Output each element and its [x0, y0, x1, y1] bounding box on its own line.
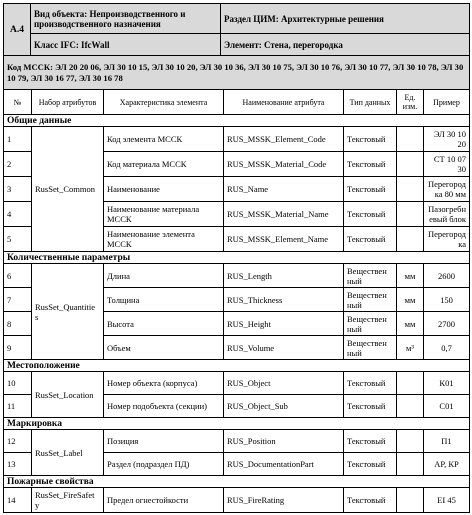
example: Перегород ка: [424, 227, 470, 252]
data-type: Текстовый: [344, 152, 397, 177]
element-name: Элемент: Стена, перегородка: [221, 34, 470, 56]
unit: [397, 227, 424, 252]
characteristic: Высота: [104, 312, 224, 336]
row-number: 14: [4, 488, 32, 513]
section-row: [4, 360, 470, 372]
attribute-set-name: RusSet_Label: [32, 430, 104, 476]
row-number: 9: [4, 336, 32, 360]
characteristic: Длина: [104, 264, 224, 288]
unit: м³: [397, 336, 424, 360]
col-example: Пример: [424, 90, 470, 115]
example: EI 45: [424, 488, 470, 513]
row-number: 2: [4, 152, 32, 177]
section-title: Общие данные: [4, 115, 470, 127]
row-number: 4: [4, 202, 32, 227]
unit: [397, 152, 424, 177]
section-title: Маркировка: [4, 418, 470, 430]
unit: [397, 372, 424, 395]
characteristic: Код материала МССК: [104, 152, 224, 177]
data-type: Текстовый: [344, 202, 397, 227]
attribute-name: RUS_FireRating: [224, 488, 344, 513]
section-row: [4, 252, 470, 264]
data-type: Текстовый: [344, 227, 397, 252]
attribute-name: RUS_MSSK_Material_Code: [224, 152, 344, 177]
attributes-table: [3, 89, 470, 513]
example: 2600: [424, 264, 470, 288]
data-type: Веществен ный: [344, 264, 397, 288]
section-title: Пожарные свойства: [4, 476, 470, 488]
bim-section: Раздел ЦИМ: Архитектурные решения: [221, 4, 470, 34]
row-number: 3: [4, 177, 32, 202]
attribute-name: RUS_DocumentationPart: [224, 453, 344, 476]
unit: [397, 177, 424, 202]
attribute-name: RUS_MSSK_Element_Name: [224, 227, 344, 252]
unit: [397, 488, 424, 513]
table-row: [4, 488, 470, 513]
attribute-set-name: RusSet_FireSafet y: [32, 488, 104, 513]
characteristic: Код элемента МССК: [104, 127, 224, 152]
characteristic: Предел огнестойкости: [104, 488, 224, 513]
attribute-name: RUS_MSSK_Element_Code: [224, 127, 344, 152]
data-type: Текстовый: [344, 453, 397, 476]
example: СТ 10 07 30: [424, 152, 470, 177]
attribute-set-name: RusSet_Location: [32, 372, 104, 418]
col-attribute-name: Наименование атрибута: [224, 90, 344, 115]
attribute-set-name: RusSet_Quantitie s: [32, 264, 104, 360]
row-number: 12: [4, 430, 32, 453]
example: К01: [424, 372, 470, 395]
data-type: Текстовый: [344, 430, 397, 453]
characteristic: Позиция: [104, 430, 224, 453]
attribute-name: RUS_Volume: [224, 336, 344, 360]
unit: [397, 453, 424, 476]
unit: мм: [397, 288, 424, 312]
attribute-name: RUS_Height: [224, 312, 344, 336]
unit: [397, 127, 424, 152]
table-row: [4, 264, 470, 288]
attribute-name: RUS_Name: [224, 177, 344, 202]
attribute-name: RUS_MSSK_Material_Name: [224, 202, 344, 227]
data-type: Веществен ный: [344, 312, 397, 336]
example: С01: [424, 395, 470, 418]
col-unit: Ед. изм.: [397, 90, 424, 115]
row-number: 10: [4, 372, 32, 395]
attribute-spec-page: [3, 3, 469, 513]
mssk-codes: Код МССК: ЭЛ 20 20 06, ЭЛ 30 10 15, ЭЛ 30 10 20, ЭЛ 30 10 36, ЭЛ 30 10 75, ЭЛ 30 10 76, ЭЛ 30 10 77, ЭЛ 30 10 78, ЭЛ 30 10 79, ЭЛ 30 16 77, ЭЛ 30 16 78: [4, 56, 470, 90]
col-attribute-set: Набор атрибутов: [32, 90, 104, 115]
attribute-name: RUS_Length: [224, 264, 344, 288]
characteristic: Номер объекта (корпуса): [104, 372, 224, 395]
section-title: Местоположение: [4, 360, 470, 372]
attribute-name: RUS_Position: [224, 430, 344, 453]
data-type: Текстовый: [344, 395, 397, 418]
characteristic: Наименование: [104, 177, 224, 202]
example: Пазогребн евый блок: [424, 202, 470, 227]
section-row: [4, 115, 470, 127]
data-type: Веществен ный: [344, 336, 397, 360]
unit: [397, 395, 424, 418]
unit: [397, 202, 424, 227]
col-number: №: [4, 90, 32, 115]
row-number: 13: [4, 453, 32, 476]
attribute-set-name: RusSet_Common: [32, 127, 104, 252]
table-row: [4, 372, 470, 395]
characteristic: Раздел (подраздел ПД): [104, 453, 224, 476]
row-number: 1: [4, 127, 32, 152]
data-type: Текстовый: [344, 177, 397, 202]
unit: [397, 430, 424, 453]
section-title: Количественные параметры: [4, 252, 470, 264]
section-number: А.4: [4, 4, 31, 56]
section-row: [4, 418, 470, 430]
attribute-name: RUS_Object: [224, 372, 344, 395]
table-row: [4, 430, 470, 453]
example: П1: [424, 430, 470, 453]
row-number: 7: [4, 288, 32, 312]
data-type: Текстовый: [344, 127, 397, 152]
characteristic: Объем: [104, 336, 224, 360]
unit: мм: [397, 264, 424, 288]
row-number: 5: [4, 227, 32, 252]
data-type: Текстовый: [344, 488, 397, 513]
ifc-class: Класс IFC: IfcWall: [31, 34, 221, 56]
example: 150: [424, 288, 470, 312]
data-type: Текстовый: [344, 372, 397, 395]
spec-header: [3, 3, 470, 90]
attribute-name: RUS_Thickness: [224, 288, 344, 312]
characteristic: Толщина: [104, 288, 224, 312]
unit: мм: [397, 312, 424, 336]
attribute-name: RUS_Object_Sub: [224, 395, 344, 418]
example: 2700: [424, 312, 470, 336]
col-data-type: Тип данных: [344, 90, 397, 115]
data-type: Веществен ный: [344, 288, 397, 312]
example: 0,7: [424, 336, 470, 360]
example: ЭЛ 30 10 20: [424, 127, 470, 152]
characteristic: Номер подобъекта (секции): [104, 395, 224, 418]
object-type: Вид объекта: Непроизводственного и производственного назначения: [31, 4, 221, 34]
row-number: 11: [4, 395, 32, 418]
table-row: [4, 127, 470, 152]
col-characteristic: Характеристика элемента: [104, 90, 224, 115]
section-row: [4, 476, 470, 488]
example: АР, КР: [424, 453, 470, 476]
characteristic: Наименование элемента МССК: [104, 227, 224, 252]
example: Перегород ка 80 мм: [424, 177, 470, 202]
column-header-row: [4, 90, 470, 115]
characteristic: Наименование материала МССК: [104, 202, 224, 227]
row-number: 6: [4, 264, 32, 288]
row-number: 8: [4, 312, 32, 336]
